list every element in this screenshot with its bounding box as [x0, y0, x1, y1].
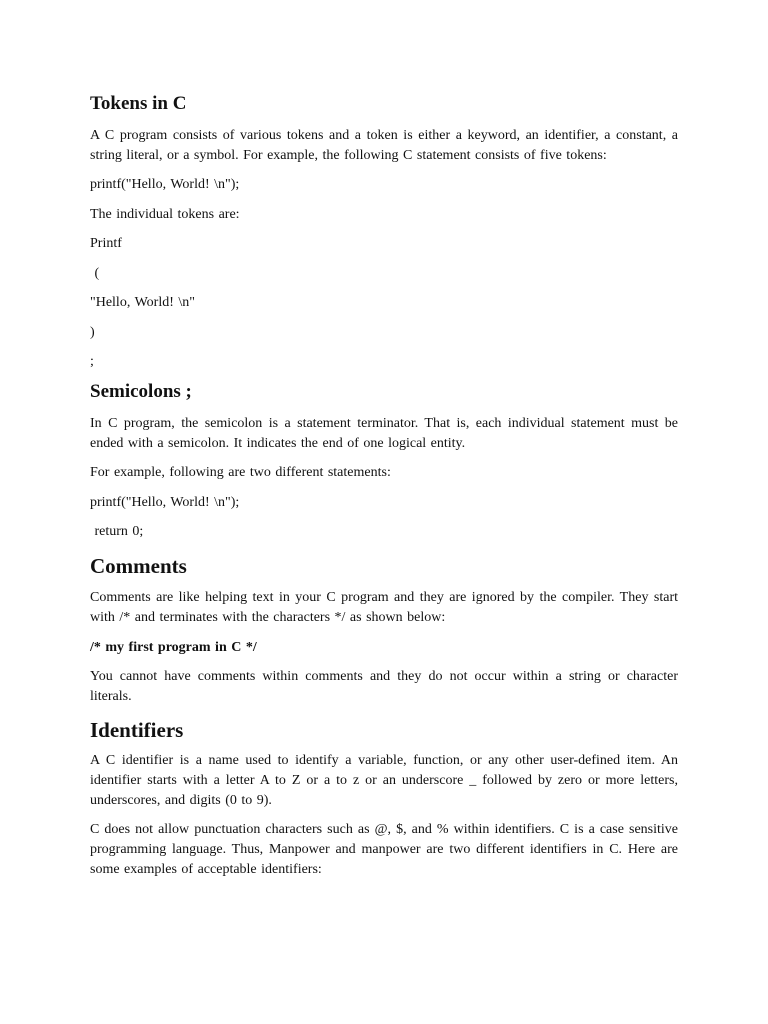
comments-paragraph: Comments are like helping text in your C program and they are ignored by the compiler. They start with /* and terminates with the characters */ as shown below: — [90, 590, 678, 625]
semicolons-example-intro: For example, following are two different statements: — [90, 465, 391, 480]
identifiers-paragraph-1: A C identifier is a name used to identify a variable, function, or any other user-defined item. An identifier starts with a letter A to Z or a to z or an underscore _ followed by zero or more letters, underscores, and digits (0 to 9). — [90, 753, 678, 808]
tokens-heading: Tokens in C — [90, 93, 187, 114]
identifiers-paragraph-2: C does not allow punctuation characters such as @, $, and % within identifiers. C is a case sensitive programming language. Thus, Manpower and manpower are two different identifiers in C. Here are some examples of acceptable identifiers: — [90, 822, 678, 877]
token-item: ; — [90, 354, 94, 369]
comments-example: /* my first program in C */ — [90, 640, 257, 655]
token-item: ) — [90, 325, 95, 340]
token-item: ( — [90, 266, 100, 281]
token-item: Printf — [90, 236, 122, 251]
comments-heading: Comments — [90, 554, 187, 578]
token-item: "Hello, World! \n" — [90, 295, 195, 310]
semicolons-paragraph: In C program, the semicolon is a statement terminator. That is, each individual statement must be ended with a semicolon. It indicates the end of one logical entity. — [90, 416, 678, 451]
tokens-intro: A C program consists of various tokens and a token is either a keyword, an identifier, a constant, a string literal, or a symbol. For example, the following C statement consists of five tokens: — [90, 128, 678, 163]
comments-note: You cannot have comments within comments and they do not occur within a string or character literals. — [90, 669, 678, 704]
tokens-statement: printf("Hello, World! \n"); — [90, 177, 240, 192]
identifiers-heading: Identifiers — [90, 718, 184, 742]
tokens-individual-label: The individual tokens are: — [90, 207, 240, 222]
semicolons-code-2: return 0; — [90, 524, 144, 539]
semicolons-heading: Semicolons ; — [90, 381, 192, 402]
semicolons-code-1: printf("Hello, World! \n"); — [90, 495, 240, 510]
